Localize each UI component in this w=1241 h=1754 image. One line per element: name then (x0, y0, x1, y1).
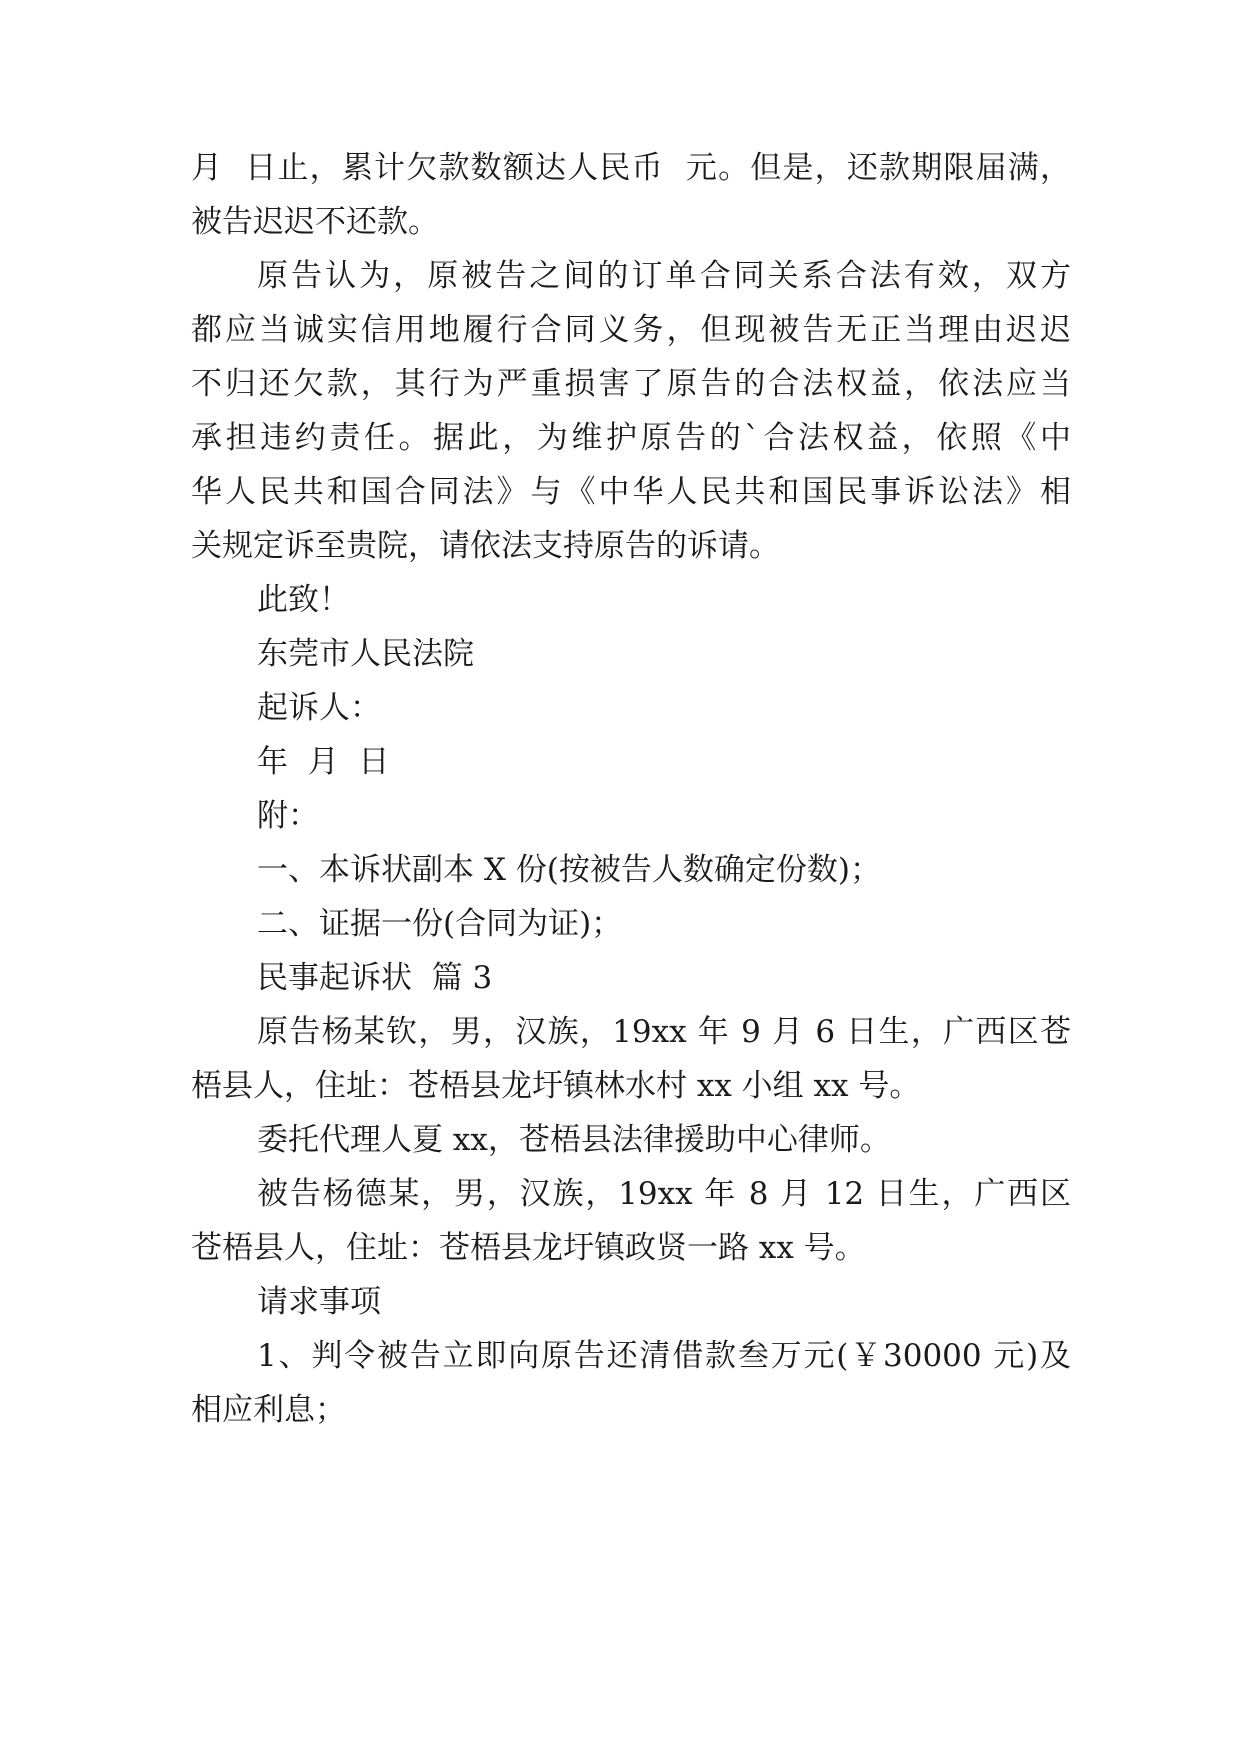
subsection-title: 请求事项 (257, 1284, 381, 1320)
paragraph-line: 苍梧县人，住址：苍梧县龙圩镇政贤一路 xx 号。 (191, 1230, 866, 1266)
paragraph-line: 1、判令被告立即向原告还清借款叁万元(￥30000 元)及 (257, 1338, 1071, 1374)
paragraph-line: 都应当诚实信用地履行合同义务，但现被告无正当理由迟迟 (191, 312, 1071, 348)
paragraph-line: 被告迟迟不还款。 (191, 204, 439, 240)
attachment-heading: 附： (257, 798, 319, 834)
paragraph-line: 梧县人，住址：苍梧县龙圩镇林水村 xx 小组 xx 号。 (191, 1068, 921, 1104)
paragraph-line: 承担违约责任。据此，为维护原告的`合法权益，依照《中 (191, 420, 1071, 456)
section-title: 民事起诉状 篇 3 (257, 960, 493, 996)
paragraph-line: 月 日止，累计欠款数额达人民币 元。但是，还款期限届满， (191, 150, 1071, 186)
salutation-line: 此致！ (257, 582, 350, 618)
attachment-item: 二、证据一份(合同为证)； (257, 906, 623, 942)
paragraph-line: 华人民共和国合同法》与《中华人民共和国民事诉讼法》相 (191, 474, 1071, 510)
paragraph-line: 被告杨德某，男，汉族，19xx 年 8 月 12 日生，广西区 (257, 1176, 1071, 1212)
court-name-line: 东莞市人民法院 (257, 636, 474, 672)
date-line: 年 月 日 (257, 744, 390, 780)
paragraph-line: 不归还欠款，其行为严重损害了原告的合法权益，依法应当 (191, 366, 1071, 402)
paragraph-line: 关规定诉至贵院，请依法支持原告的诉请。 (191, 528, 780, 564)
paragraph-line: 相应利息； (191, 1392, 346, 1428)
paragraph-line: 原告认为，原被告之间的订单合同关系合法有效，双方 (257, 258, 1071, 294)
paragraph-line: 委托代理人夏 xx，苍梧县法律援助中心律师。 (257, 1122, 891, 1158)
paragraph-line: 原告杨某钦，男，汉族，19xx 年 9 月 6 日生，广西区苍 (257, 1014, 1071, 1050)
plaintiff-signature-line: 起诉人： (257, 690, 381, 726)
attachment-item: 一、本诉状副本 X 份(按被告人数确定份数)； (257, 852, 881, 888)
